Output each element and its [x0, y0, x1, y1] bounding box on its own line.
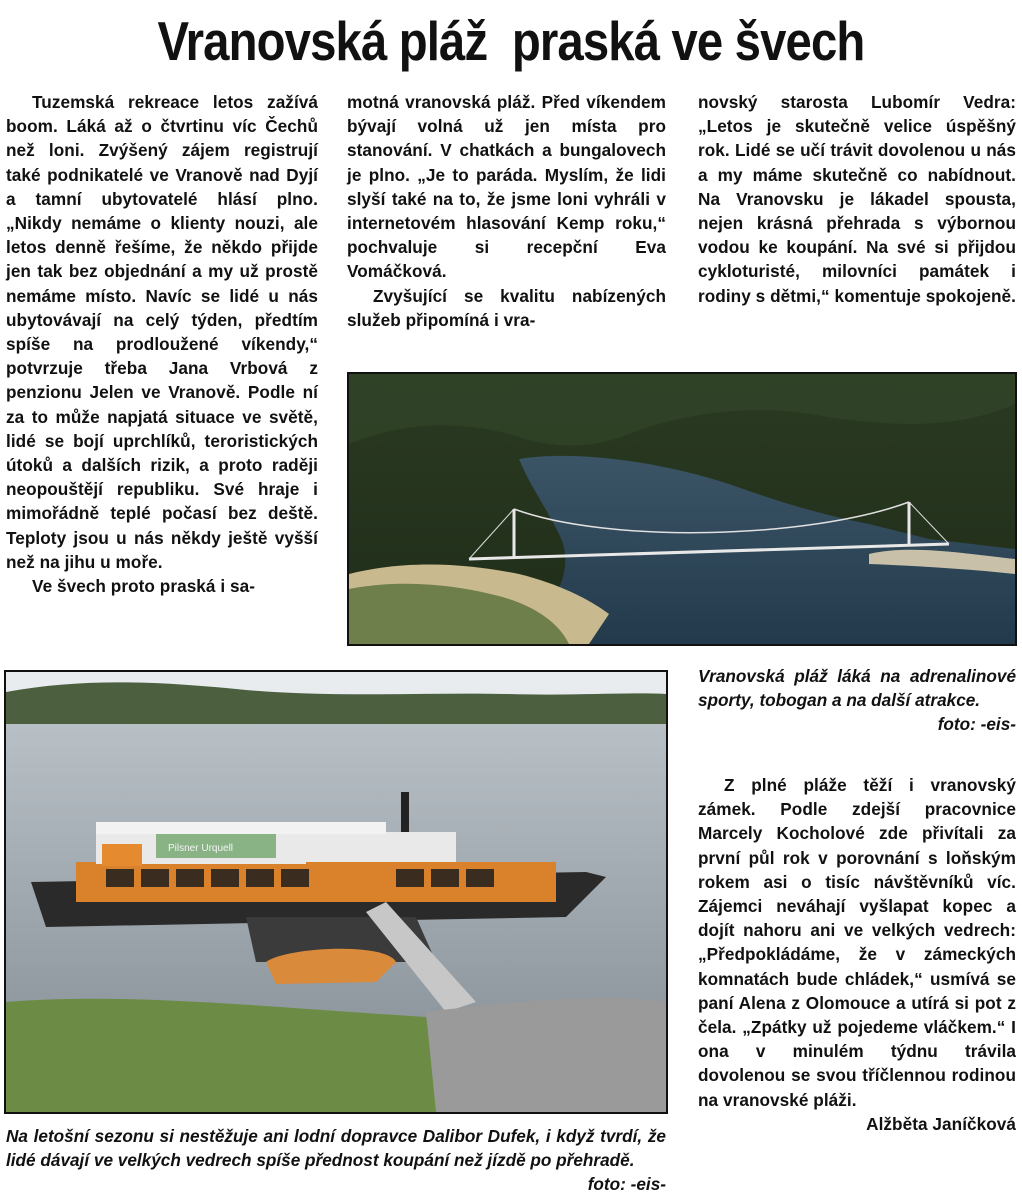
headline: Vranovská pláž praská ve švech: [157, 10, 865, 72]
paragraph: novský starosta Lubomír Vedra: „Letos je skutečně velice úspěšný rok. Lidé se učí trávit dovolenou u nás a my máme skutečně co nabídnout. Na Vranovsku je lákadel spousta, nejen krásná přehrada s výbornou vodou ke koupání. Na své si přijdou cykloturisté, milovníci památek i rodiny s dětmi,“ komentuje spokojeně.: [698, 92, 1016, 306]
photo-dam-bridge: [347, 372, 1017, 646]
paragraph: motná vranovská pláž. Před víkendem bývají volná už jen místa pro stanování. V chatkách a bungalovech je plno. „Je to paráda. Myslím, že lidi slyší také na to, že jsme loni vyhráli v internetovém hlasování Kemp roku,“ pochvaluje si recepční Eva Vomáčková.: [347, 92, 666, 282]
article-column-2: [347, 90, 666, 332]
paragraph: Z plné pláže těží i vranovský zámek. Podle zdejší pracovnice Marcely Kocholové zde přivítali za první půl rok v porovnání s loňským rokem asi o tisíc návštěvníků víc. Zájemci neváhají vyšlapat kopec a dojít nahoru ani ve velkých vedrech: „Předpokládáme, že v zámeckých komnatách bude chládek,“ usmívá se paní Alena z Olomouce a utírá si pot z čela. „Zpátky už pojedeme vláčkem.“ I ona v minulém týdnu trávila dovolenou se svou tříčlennou rodinou na vranovské pláži.: [698, 775, 1016, 1110]
article-column-1: [6, 90, 318, 598]
photo-credit: foto: -eis-: [937, 714, 1016, 734]
boat-sign-text: Pilsner Urquell: [168, 843, 234, 854]
paragraph: Tuzemská rekreace letos zažívá boom. Láká až o čtvrtinu víc Čechů než loni. Zvýšený zájem registrují také podnikatelé ve Vranově nad Dyjí a tamní ubytovatelé hlásí plno. „Nikdy nemáme o klienty nouzi, ale letos denně řešíme, že někdo přijde jen tak bez objednání a my už prostě nemáme místo. Navíc se lidé u nás ubytovávají na celý týden, předtím spíše na prodloužené víkendy,“ potvrzuje třeba Jana Vrbová z penzionu Jelen ve Vranově. Podle ní za to může napjatá situace ve světě, lidé se bojí uprchlíků, teroristických útoků a dalších rizik, a proto raději neopouštějí republiku. Své hraje i mimořádně teplé počasí bez deště. Teploty jsou u nás někdy ještě vyšší než na jihu u moře.: [6, 92, 318, 572]
boat-image: [6, 672, 666, 1112]
caption-text: Vranovská pláž láká na adrenalinové sporty, tobogan a na další atrakce.: [698, 666, 1016, 710]
photo-boat: [4, 670, 668, 1114]
caption-text: Na letošní sezonu si nestěžuje ani lodní dopravce Dalibor Dufek, i když tvrdí, že lidé dávají ve velkých vedrech spíše přednost koupání než jízdě po přehradě.: [6, 1126, 666, 1170]
paragraph: Ve švech proto praská i sa-: [32, 576, 255, 597]
dam-bridge-image: [349, 374, 1015, 644]
article-column-3: [698, 90, 1016, 308]
photo-caption-2: [6, 1124, 666, 1196]
photo-credit: foto: -eis-: [587, 1174, 666, 1194]
paragraph: Zvyšující se kvalitu nabízených služeb připomíná i vra-: [347, 285, 666, 330]
author-byline: Alžběta Janíčková: [866, 1113, 1016, 1134]
photo-caption-1: [698, 664, 1016, 736]
article-column-3-lower: [698, 773, 1016, 1136]
